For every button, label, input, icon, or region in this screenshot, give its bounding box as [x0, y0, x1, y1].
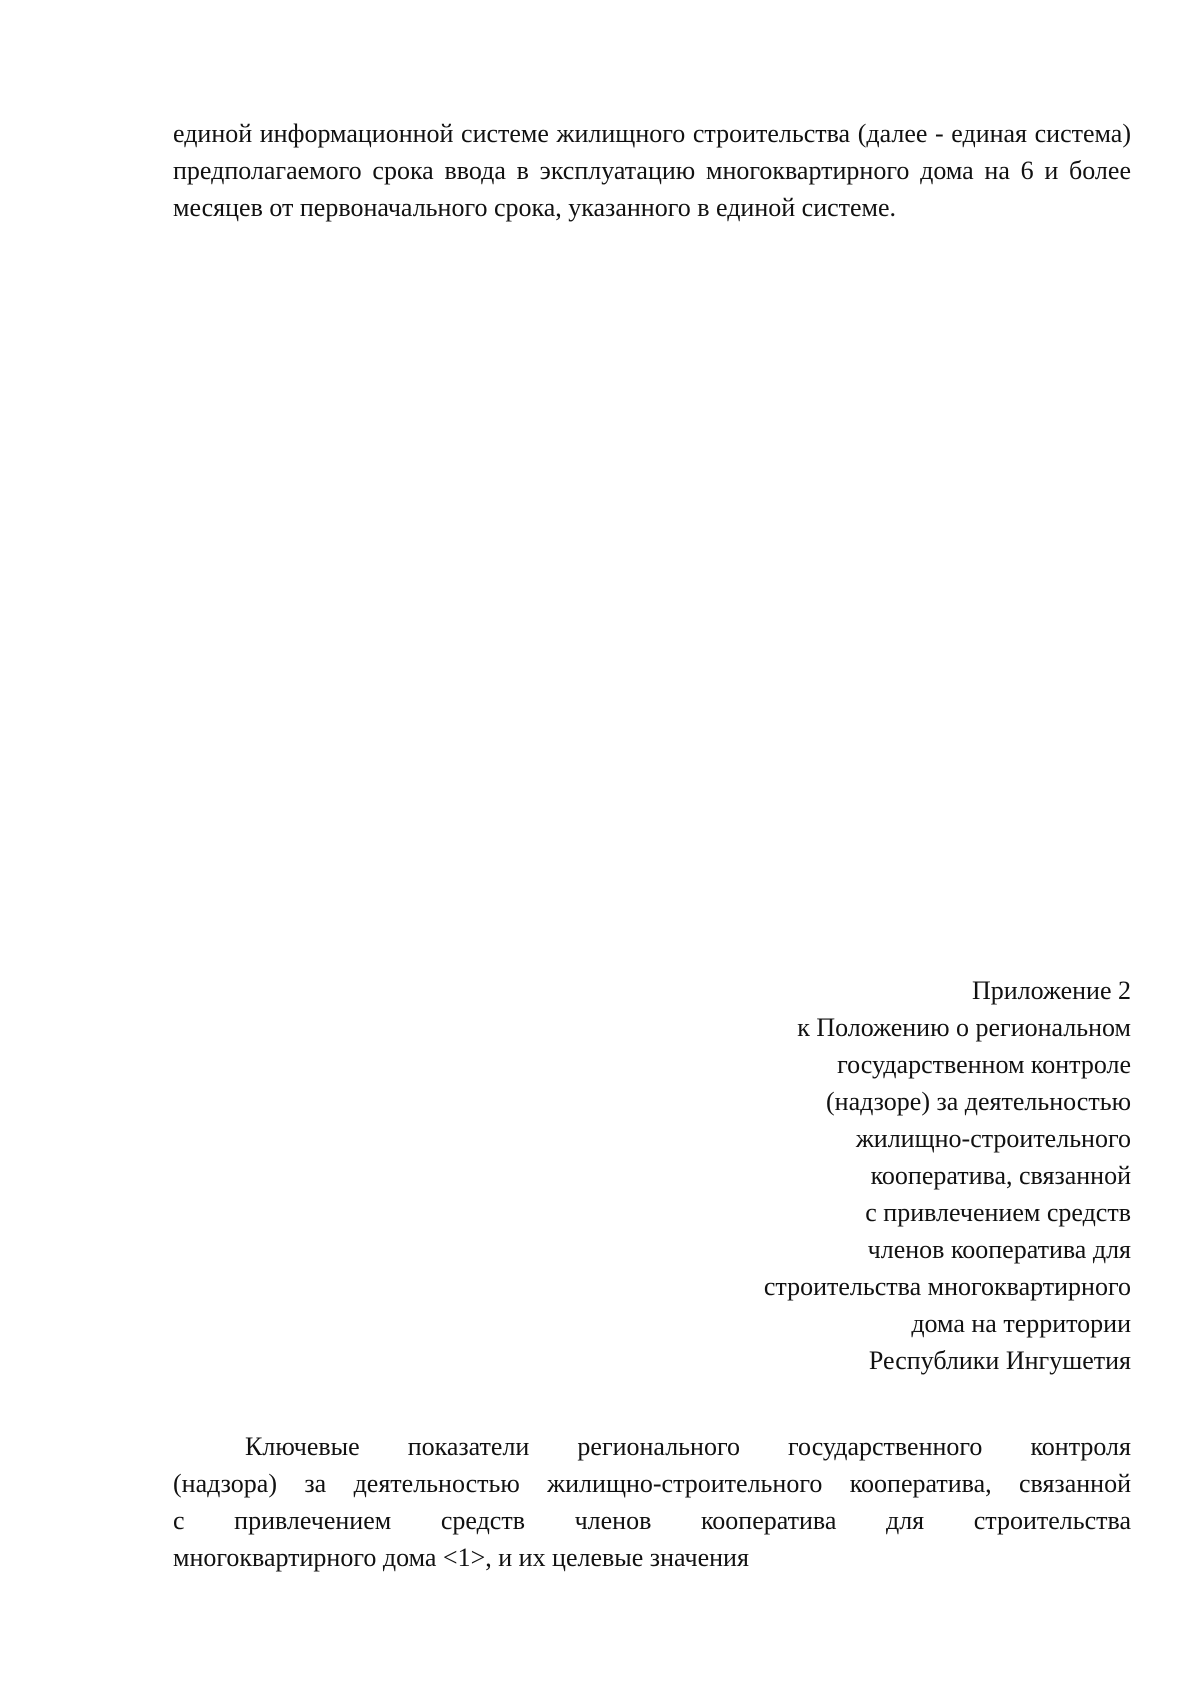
appendix-line: строительства многоквартирного — [763, 1272, 1131, 1301]
heading-line: с привлечением средств членов кооператива для строительства — [173, 1506, 1131, 1535]
intro-paragraph: единой информационной системе жилищного строительства (далее - единая система) предполагаемого срока ввода в эксплуатацию многоквартирного дома на 6 и более месяцев от первоначального срока, указанного в единой системе. — [173, 119, 1131, 222]
heading-line: Ключевые показатели регионального государственного контроля — [245, 1432, 1131, 1461]
appendix-line: кооператива, связанной — [870, 1161, 1131, 1190]
indicators-heading — [173, 1428, 1131, 1576]
appendix-line: Республики Ингушетия — [868, 1346, 1131, 1375]
appendix-line: дома на территории — [911, 1309, 1131, 1338]
heading-line: многоквартирного дома <1>, и их целевые значения — [173, 1543, 749, 1572]
appendix-line: жилищно-строительного — [855, 1124, 1131, 1153]
appendix-line: Приложение 2 — [971, 976, 1131, 1005]
appendix-line: к Положению о региональном — [797, 1013, 1131, 1042]
appendix-line: членов кооператива для — [867, 1235, 1131, 1264]
appendix-line: (надзоре) за деятельностью — [826, 1087, 1131, 1116]
appendix-line: с привлечением средств — [865, 1198, 1131, 1227]
appendix-caption — [620, 972, 1131, 1379]
heading-line: (надзора) за деятельностью жилищно-строительного кооператива, связанной — [173, 1469, 1131, 1498]
appendix-line: государственном контроле — [837, 1050, 1131, 1079]
